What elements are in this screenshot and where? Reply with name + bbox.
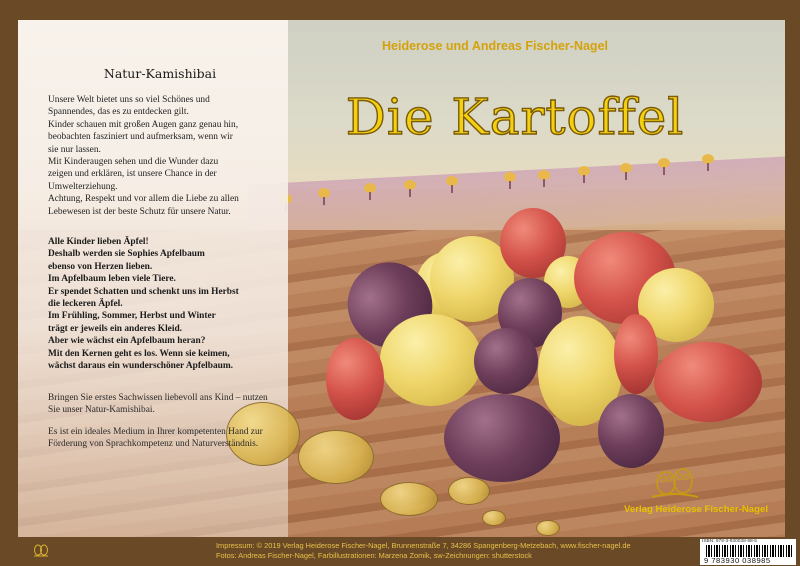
poem-line: wächst daraus ein wunderschöner Apfelbaum. — [48, 361, 234, 372]
intro-line: zeigen und erklären, ist unsere Chance in der — [48, 169, 217, 180]
poem-line: Aber wie wächst ein Apfelbaum heran? — [48, 336, 206, 347]
poem-line: Im Frühling, Sommer, Herbst und Winter — [48, 311, 216, 322]
intro-line: Achtung, Respekt und vor allem die Liebe zu allen — [48, 194, 239, 205]
purple-potato — [444, 394, 560, 482]
purple-potato — [474, 328, 538, 394]
owl-logo-icon — [648, 461, 702, 503]
tree-icon — [504, 172, 516, 182]
tree-icon — [702, 154, 714, 164]
barcode-number: 9 783930 038985 — [704, 556, 771, 565]
tree-icon — [538, 170, 550, 180]
poem-line: die leckeren Äpfel. — [48, 299, 123, 310]
credits-line: Fotos: Andreas Fischer-Nagel, Farbillustrationen: Marzena Zomik, sw-Zeichnungen: shutterstock — [216, 551, 532, 560]
tree-icon — [446, 176, 458, 186]
intro-line: Lebewesen ist der beste Schutz für unsere Natur. — [48, 206, 231, 217]
sketch-potato — [536, 520, 560, 536]
poem-line: Im Apfelbaum leben viele Tiere. — [48, 274, 176, 285]
isbn-label: ISBN: 978-3-930038-98-5 — [702, 539, 757, 544]
closing-paragraph: Bringen Sie erstes Sachwissen liebevoll ans Kind – nutzen Sie unser Natur-Kamishibai. — [48, 393, 268, 416]
imprint-line: Impressum: © 2019 Verlag Heiderose Fischer-Nagel, Brunnenstraße 7, 34286 Spangenberg-Metzebach, www.fischer-nagel.de — [216, 541, 631, 550]
sketch-potato — [380, 482, 438, 516]
poem-text — [48, 236, 276, 372]
series-heading: Natur-Kamishibai — [103, 66, 217, 81]
purple-potato — [598, 394, 664, 468]
intro-line: sie nur lassen. — [48, 144, 101, 155]
book-title: Die Kartoffel — [345, 88, 685, 146]
sketch-potato — [482, 510, 506, 526]
red-potato — [654, 342, 762, 422]
tree-icon — [404, 180, 416, 190]
intro-line: Umwelterziehung. — [48, 181, 118, 192]
poem-line: Er spendet Schatten und schenkt uns im Herbst — [48, 286, 239, 297]
potato-photo — [318, 196, 748, 486]
yellow-potato — [380, 314, 482, 406]
isbn-barcode — [700, 539, 796, 565]
intro-line: Unsere Welt bietet uns so viel Schönes und — [48, 95, 210, 105]
intro-text — [48, 94, 276, 218]
publisher-name: Verlag Heiderose Fischer-Nagel — [624, 504, 768, 515]
red-potato — [614, 314, 658, 394]
tree-icon — [658, 158, 670, 168]
poem-line: Deshalb werden sie Sophies Apfelbaum — [48, 249, 205, 260]
red-potato — [326, 338, 384, 420]
intro-line: Mit Kinderaugen sehen und die Wunder dazu — [48, 157, 219, 168]
intro-line: Spannendes, das es zu entdecken gilt. — [48, 107, 189, 118]
closing-text — [48, 392, 276, 460]
poem-line: Mit den Kernen geht es los. Wenn sie keimen, — [48, 348, 230, 359]
imprint-footer — [216, 541, 686, 561]
poem-line: ebenso von Herzen lieben. — [48, 261, 153, 272]
poem-line: trägt er jeweils ein anderes Kleid. — [48, 323, 183, 334]
tree-icon — [364, 183, 376, 193]
small-owl-icon — [33, 543, 49, 557]
tree-icon — [578, 166, 590, 176]
closing-paragraph: Es ist ein ideales Medium in Ihrer kompetenten Hand zur Förderung von Sprachkompetenz und Naturverständnis. — [48, 426, 263, 450]
intro-line: beobachten fasziniert und aufmerksam, wenn wir — [48, 132, 233, 143]
intro-line: Kinder schauen mit großen Augen ganz genau hin, — [48, 119, 239, 130]
tree-icon — [620, 163, 632, 173]
poem-line: Alle Kinder lieben Äpfel! — [48, 237, 149, 247]
author-names: Heiderose und Andreas Fischer-Nagel — [382, 39, 608, 53]
